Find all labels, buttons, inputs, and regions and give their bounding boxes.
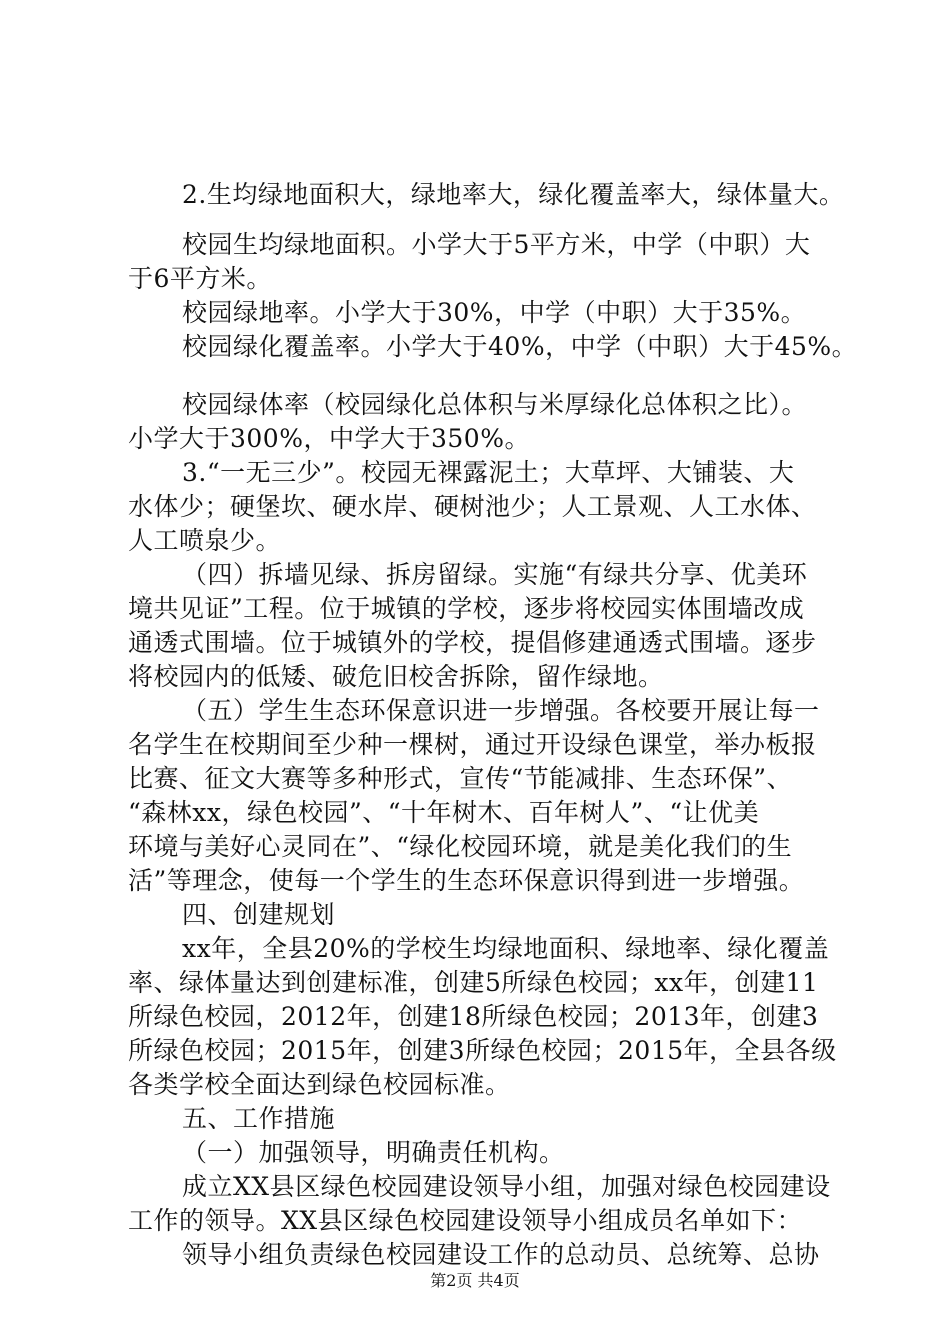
text-line: 比赛、征文大赛等多种形式，宣传“节能减排、生态环保”、: [128, 764, 793, 793]
text-line: 成立XX县区绿色校园建设领导小组，加强对绿色校园建设: [182, 1172, 831, 1201]
section-heading: 五、工作措施: [182, 1104, 336, 1133]
section-heading: 四、创建规划: [182, 900, 336, 929]
text-line: 率、绿体量达到创建标准，创建5所绿色校园；xx年，创建11: [128, 968, 819, 997]
text-line: 名学生在校期间至少种一棵树，通过开设绿色课堂，举办板报: [128, 730, 817, 759]
text-line: 所绿色校园，2012年，创建18所绿色校园；2013年，创建3: [128, 1002, 819, 1031]
text-line: 将校园内的低矮、破危旧校舍拆除，留作绿地。: [128, 662, 664, 691]
text-line: 领导小组负责绿色校园建设工作的总动员、总统筹、总协: [182, 1240, 820, 1269]
text-line: 2.生均绿地面积大，绿地率大，绿化覆盖率大，绿体量大。: [182, 180, 845, 209]
text-line: xx年，全县20%的学校生均绿地面积、绿地率、绿化覆盖: [182, 934, 830, 963]
text-line: 各类学校全面达到绿色校园标准。: [128, 1070, 511, 1099]
text-line: 通透式围墙。位于城镇外的学校，提倡修建通透式围墙。逐步: [128, 628, 817, 657]
text-line: （五）学生生态环保意识进一步增强。各校要开展让每一: [182, 696, 820, 725]
text-line: 校园生均绿地面积。小学大于5平方米，中学（中职）大: [182, 230, 811, 259]
text-line: 水体少；硬堡坎、硬水岸、硬树池少；人工景观、人工水体、: [128, 492, 817, 521]
text-line: 校园绿化覆盖率。小学大于40%，中学（中职）大于45%。: [182, 332, 858, 361]
text-line: 校园绿地率。小学大于30%，中学（中职）大于35%。: [182, 298, 807, 327]
text-line: 于6平方米。: [128, 264, 272, 293]
text-line: 活”等理念，使每一个学生的生态环保意识得到进一步增强。: [128, 866, 805, 895]
text-line: （四）拆墙见绿、拆房留绿。实施“有绿共分享、优美环: [182, 560, 808, 589]
text-line: 工作的领导。XX县区绿色校园建设领导小组成员名单如下：: [128, 1206, 803, 1235]
text-line: 环境与美好心灵同在”、“绿化校园环境，就是美化我们的生: [128, 832, 793, 861]
text-line: 所绿色校园；2015年，创建3所绿色校园；2015年，全县各级: [128, 1036, 837, 1065]
text-line: “森林xx，绿色校园”、“十年树木、百年树人”、“让优美: [128, 798, 760, 827]
text-line: 3.“一无三少”。校园无裸露泥土；大草坪、大铺装、大: [182, 458, 795, 487]
text-line: 校园绿体率（校园绿化总体积与米厚绿化总体积之比）。: [182, 390, 808, 419]
text-line: 境共见证”工程。位于城镇的学校，逐步将校园实体围墙改成: [128, 594, 805, 623]
text-line: 人工喷泉少。: [128, 526, 282, 555]
text-line: 小学大于300%，中学大于350%。: [128, 424, 530, 453]
page-footer: 第2页 共4页: [430, 1271, 520, 1290]
subsection-heading: （一）加强领导，明确责任机构。: [182, 1138, 565, 1167]
